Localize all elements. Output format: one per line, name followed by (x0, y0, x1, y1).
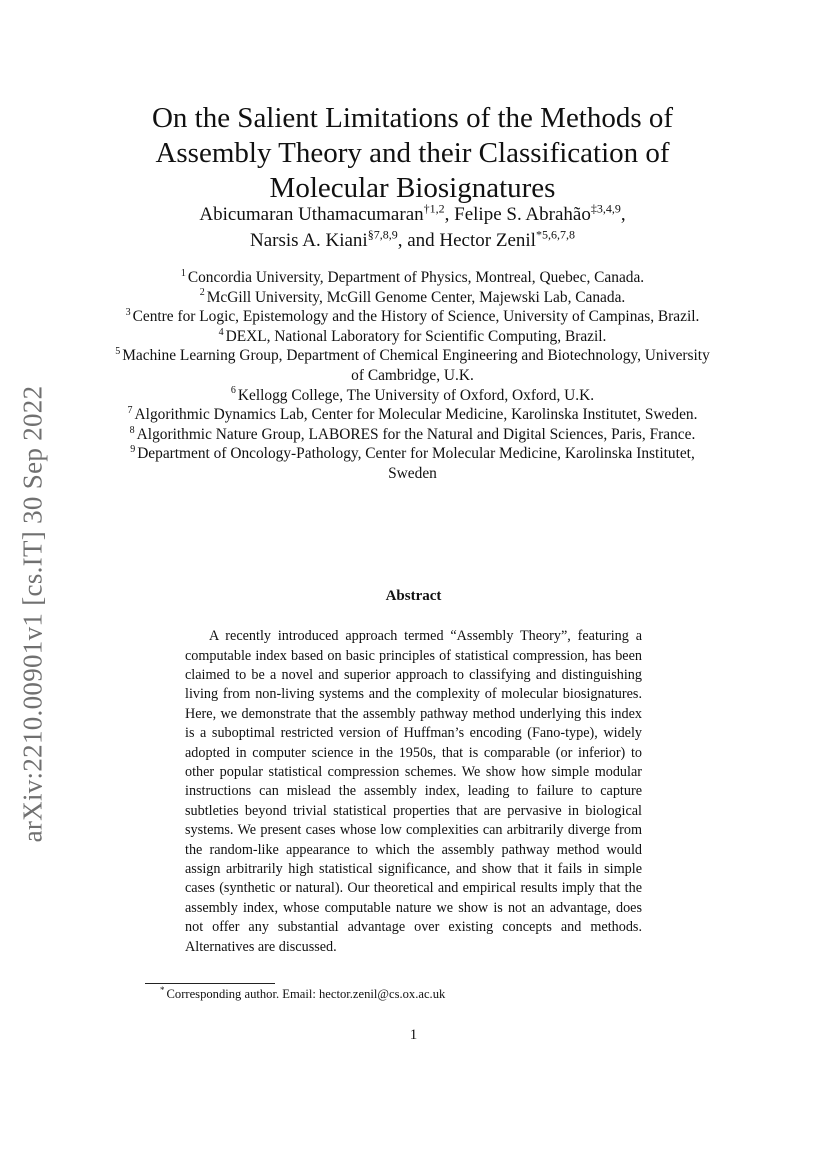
affiliation-list (110, 268, 715, 484)
title-line: On the Salient Limitations of the Methods of (151, 102, 674, 135)
affiliation-number: 6 (230, 385, 236, 397)
author-name: Felipe S. Abrahão (454, 204, 591, 225)
abstract-body: A recently introduced approach termed “Assembly Theory”, featuring a computable index based on basic principles of statistical compression, has been claimed to be a novel and superior approach to classifying and distinguishing living from non-living systems and the complexity of molecular biosignatures. Here, we demonstrate that the assembly pathway method underlying this index is a suboptimal restricted version of Huffman’s encoding (Fano-type), widely adopted in computer science in the 1950s, that is comparable (or inferior) to other popular statistical compression schemes. We show how simple modular instructions can mislead the assembly index, leading to failure to capture subtleties beyond trivial statistical properties that are pervasive in biological systems. We present cases whose low complexities can arbitrarily diverge from the random-like appearance to which the assembly pathway method would assign arbitrarily high statistical significance, and show that it fails in simple cases (synthetic or natural). Our theoretical and empirical results imply that the assembly index, whose computable nature we show is not an advantage, does not offer any substantial advantage over existing concepts and methods. Alternatives are discussed. (185, 628, 642, 955)
affiliation-item (110, 386, 715, 406)
author-affil-marks: ‡3,4,9 (590, 201, 621, 216)
arxiv-sidebar (18, 376, 48, 852)
footnote-rule (145, 983, 275, 984)
author-name: Hector Zenil (439, 230, 536, 251)
affiliation-text: DEXL, National Laboratory for Scientific Computing, Brazil. (225, 327, 607, 345)
affiliation-item (110, 268, 715, 288)
affiliation-text: Algorithmic Nature Group, LABORES for the Natural and Digital Sciences, Paris, France. (136, 425, 696, 443)
arxiv-identifier: arXiv:2210.00901v1 [cs.IT] 30 Sep 2022 (17, 385, 48, 843)
affiliation-number: 8 (129, 424, 135, 436)
affiliation-number: 5 (115, 346, 121, 358)
affiliation-text: Kellogg College, The University of Oxford, Oxford, U.K. (237, 386, 595, 404)
affiliation-item (110, 288, 715, 308)
footnote-text: Corresponding author. Email: hector.zenil@cs.ox.ac.uk (166, 987, 446, 1001)
page-number: 1 (409, 1027, 418, 1043)
affiliation-item (110, 425, 715, 445)
author-affil-marks: †1,2 (423, 201, 445, 216)
affiliation-number: 3 (125, 307, 131, 319)
affiliation-item (110, 346, 715, 385)
author-name: Narsis A. Kiani (250, 230, 368, 251)
affiliation-text: Department of Oncology-Pathology, Center for Molecular Medicine, Karolinska Institutet, Sweden (137, 445, 695, 482)
author-name: Abicumaran Uthamacumaran (199, 204, 424, 225)
paper-title (110, 101, 715, 206)
affiliation-text: Machine Learning Group, Department of Chemical Engineering and Biotechnology, University of Cambridge, U.K. (122, 347, 710, 384)
abstract-heading: Abstract (385, 588, 442, 604)
author-separator: , (444, 204, 455, 225)
affiliation-number: 2 (199, 287, 205, 299)
affiliation-item (110, 444, 715, 483)
affiliation-item (110, 405, 715, 425)
affiliation-text: McGill University, McGill Genome Center, Majewski Lab, Canada. (206, 288, 626, 306)
title-line: Molecular Biosignatures (269, 172, 556, 205)
affiliation-text: Algorithmic Dynamics Lab, Center for Molecular Medicine, Karolinska Institutet, Sweden. (134, 406, 698, 424)
affiliation-number: 9 (130, 444, 136, 456)
author-line (110, 228, 715, 254)
author-list (110, 202, 715, 254)
title-line: Assembly Theory and their Classification of (155, 137, 670, 170)
author-separator: , and (397, 230, 440, 251)
footnote-mark: * (160, 984, 165, 995)
author-affil-marks: *5,6,7,8 (535, 227, 575, 242)
affiliation-text: Concordia University, Department of Physics, Montreal, Quebec, Canada. (187, 269, 645, 286)
footnote (160, 984, 446, 1002)
affiliation-number: 1 (180, 267, 186, 279)
affiliation-item (110, 307, 715, 327)
author-affil-marks: §7,8,9 (367, 227, 398, 242)
author-separator: , (620, 204, 626, 225)
affiliation-number: 7 (127, 405, 133, 417)
author-line (110, 202, 715, 228)
affiliation-text: Centre for Logic, Epistemology and the History of Science, University of Campinas, Brazil. (132, 308, 700, 326)
affiliation-number: 4 (218, 326, 224, 338)
affiliation-item (110, 327, 715, 347)
